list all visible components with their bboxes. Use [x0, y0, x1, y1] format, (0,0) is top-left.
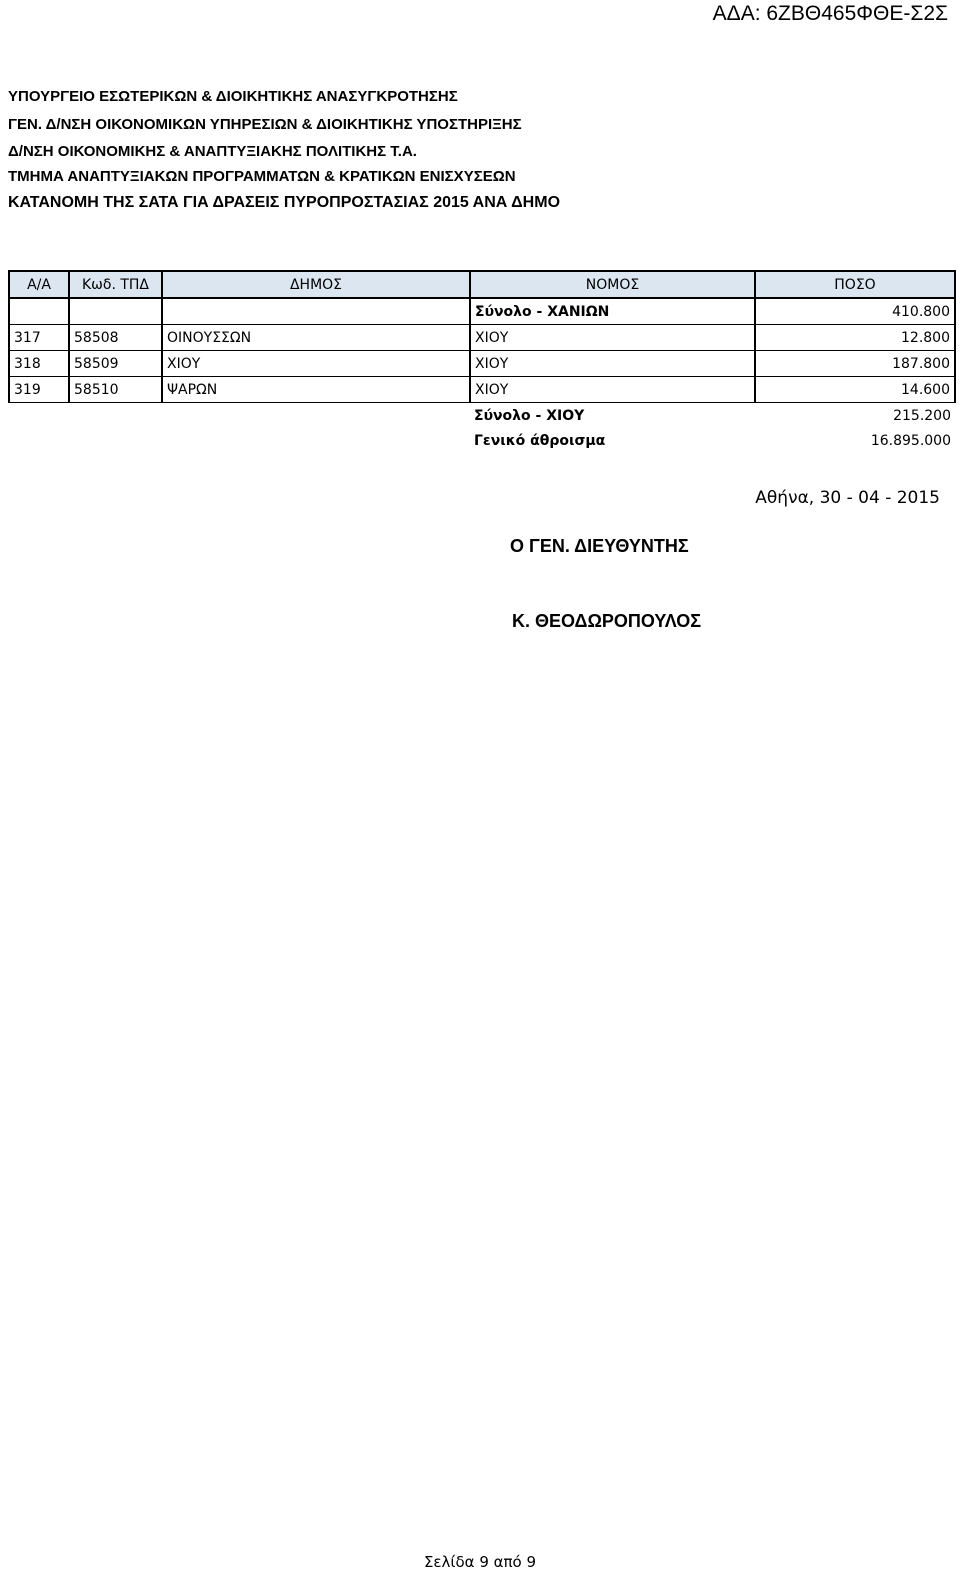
cell-nomos: ΧΙΟΥ	[470, 351, 755, 377]
col-header-amount: ΠΟΣΟ	[755, 271, 955, 298]
grand-total-row	[9, 428, 955, 453]
cell-aa: 319	[9, 377, 69, 403]
cell-code: 58509	[69, 351, 162, 377]
page-number: Σελίδα 9 από 9	[423, 1553, 537, 1571]
allocation-table	[8, 270, 956, 453]
header-ministry: ΥΠΟΥΡΓΕΙΟ ΕΣΩΤΕΡΙΚΩΝ & ΔΙΟΙΚΗΤΙΚΗΣ ΑΝΑΣΥΓΚΡΟΤΗΣΗΣ	[8, 88, 458, 105]
cell-dimos: ΟΙΝΟΥΣΣΩΝ	[162, 325, 470, 351]
grand-total-amount: 16.895.000	[870, 432, 951, 449]
subtotal-row	[9, 403, 955, 429]
cell-dimos: ΧΙΟΥ	[162, 351, 470, 377]
cell-nomos: ΧΙΟΥ	[470, 325, 755, 351]
cell-aa: 317	[9, 325, 69, 351]
cell-nomos: ΧΙΟΥ	[470, 377, 755, 403]
table-row	[9, 351, 955, 377]
header-directorate: Δ/ΝΣΗ ΟΙΚΟΝΟΜΙΚΗΣ & ΑΝΑΠΤΥΞΙΑΚΗΣ ΠΟΛΙΤΙΚΗΣ Τ.Α.	[8, 143, 417, 160]
cell-amount: 14.600	[755, 377, 955, 403]
col-header-nomos: ΝΟΜΟΣ	[470, 271, 755, 298]
col-header-code: Κωδ. ΤΠΔ	[69, 271, 162, 298]
cell-aa: 318	[9, 351, 69, 377]
table-row	[9, 377, 955, 403]
header-general-directorate: ΓΕΝ. Δ/ΝΣΗ ΟΙΚΟΝΟΜΙΚΩΝ ΥΠΗΡΕΣΙΩΝ & ΔΙΟΙΚΗΤΙΚΗΣ ΥΠΟΣΤΗΡΙΞΗΣ	[8, 116, 522, 133]
signatory-name: Κ. ΘΕΟΔΩΡΟΠΟΥΛΟΣ	[512, 611, 702, 631]
subtotal-amount: 410.800	[755, 298, 955, 325]
table-header-row	[9, 271, 955, 298]
col-header-aa: Α/Α	[9, 271, 69, 298]
cell-dimos: ΨΑΡΩΝ	[162, 377, 470, 403]
signatory-title: Ο ΓΕΝ. ΔΙΕΥΘΥΝΤΗΣ	[510, 536, 689, 556]
table-row	[9, 325, 955, 351]
header-department: ΤΜΗΜΑ ΑΝΑΠΤΥΞΙΑΚΩΝ ΠΡΟΓΡΑΜΜΑΤΩΝ & ΚΡΑΤΙΚΩΝ ΕΝΙΣΧΥΣΕΩΝ	[8, 168, 516, 185]
cell-amount: 187.800	[755, 351, 955, 377]
subtotal-label: Σύνολο - ΧΑΝΙΩΝ	[470, 298, 755, 325]
date-place: Αθήνα, 30 - 04 - 2015	[755, 488, 940, 508]
cell-code: 58510	[69, 377, 162, 403]
col-header-dimos: ΔΗΜΟΣ	[162, 271, 470, 298]
subtotal-amount: 215.200	[893, 407, 951, 424]
cell-code: 58508	[69, 325, 162, 351]
subtotal-label: Σύνολο - ΧΙΟΥ	[474, 407, 585, 424]
cell-amount: 12.800	[755, 325, 955, 351]
ada-code: ΑΔΑ: 6ΖΒΘ465ΦΘΕ-Σ2Σ	[712, 2, 948, 25]
prev-subtotal-row	[9, 298, 955, 325]
document-title: ΚΑΤΑΝΟΜΗ ΤΗΣ ΣΑΤΑ ΓΙΑ ΔΡΑΣΕΙΣ ΠΥΡΟΠΡΟΣΤΑΣΙΑΣ 2015 ΑΝΑ ΔΗΜΟ	[8, 194, 561, 211]
grand-total-label: Γενικό άθροισμα	[474, 432, 606, 449]
